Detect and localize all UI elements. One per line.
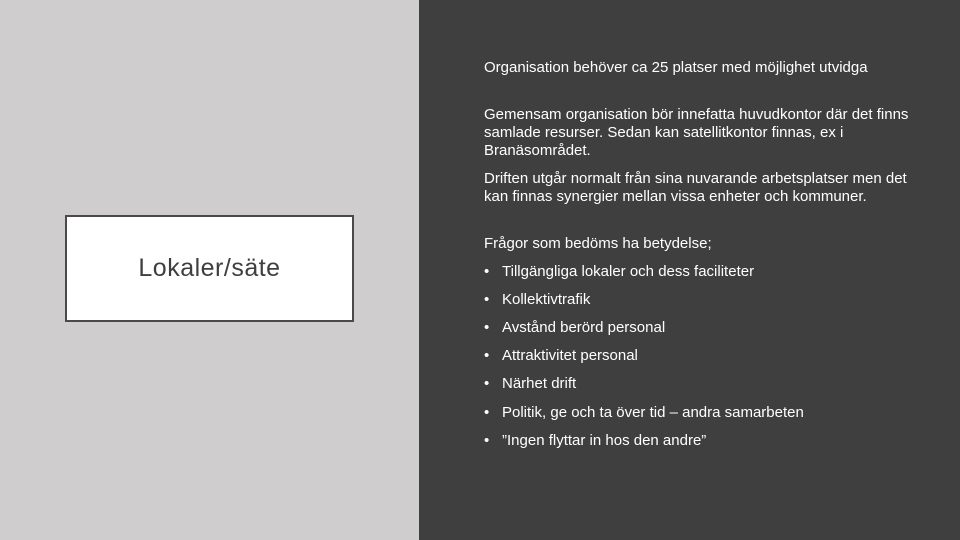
list-item-label: Avstånd berörd personal xyxy=(502,319,666,336)
bullet-icon: • xyxy=(484,404,490,421)
list-item xyxy=(484,404,924,422)
paragraph-capacity: Organisation behöver ca 25 platser med möjlighet utvidga xyxy=(484,59,868,76)
bullet-icon: • xyxy=(484,263,490,280)
paragraph-operations: Driften utgår normalt från sina nuvarande arbetsplatser men det kan finnas synergier mellan vissa enheter och kommuner. xyxy=(484,170,907,205)
list-item xyxy=(484,432,924,450)
list-item-label: Kollektivtrafik xyxy=(502,291,591,308)
paragraph-questions: Frågor som bedöms ha betydelse; xyxy=(484,235,712,252)
bullet-icon: • xyxy=(484,375,490,392)
list-item xyxy=(484,263,924,281)
left-panel xyxy=(0,0,419,540)
list-item xyxy=(484,319,924,337)
list-item-label: Tillgängliga lokaler och dess faciliteter xyxy=(502,263,755,280)
list-item-label: Närhet drift xyxy=(502,375,577,392)
bullet-icon: • xyxy=(484,432,490,449)
title-box xyxy=(65,215,354,322)
bullet-icon: • xyxy=(484,347,490,364)
slide-title: Lokaler/säte xyxy=(138,254,281,282)
list-item xyxy=(484,375,924,393)
list-item xyxy=(484,291,924,309)
list-item-label: ”Ingen flyttar in hos den andre” xyxy=(502,432,707,449)
paragraph-headquarters: Gemensam organisation bör innefatta huvudkontor där det finns samlade resurser. Sedan kan satellitkontor finnas, ex i Branäsområdet. xyxy=(484,106,909,159)
list-item-label: Politik, ge och ta över tid – andra samarbeten xyxy=(502,404,804,421)
list-item-label: Attraktivitet personal xyxy=(502,347,638,364)
list-item xyxy=(484,347,924,365)
bullet-icon: • xyxy=(484,319,490,336)
bullet-icon: • xyxy=(484,291,490,308)
